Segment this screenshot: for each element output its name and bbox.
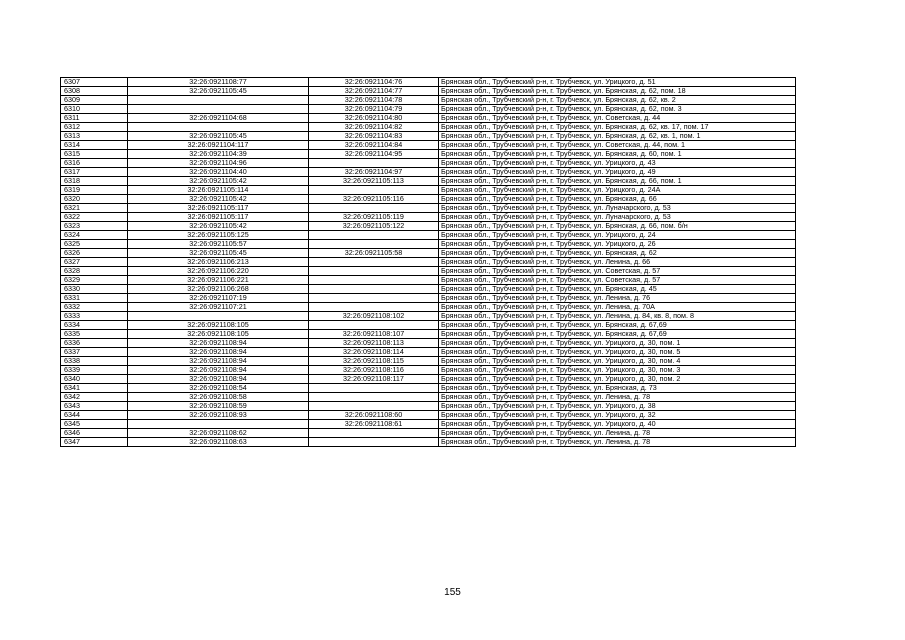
row-number-cell: 6312 xyxy=(61,123,128,132)
row-number-cell: 6317 xyxy=(61,168,128,177)
row-number-cell: 6321 xyxy=(61,204,128,213)
row-number-cell: 6336 xyxy=(61,339,128,348)
table-row xyxy=(61,204,796,213)
table-row xyxy=(61,321,796,330)
address-cell: Брянская обл., Трубчевский р-н, г. Трубчевск, ул. Урицкого, д. 43 xyxy=(439,159,796,168)
object-cadastral-number-cell: 32:26:0921108:60 xyxy=(309,411,439,420)
row-number-cell: 6320 xyxy=(61,195,128,204)
object-cadastral-number-cell xyxy=(309,285,439,294)
table-row xyxy=(61,258,796,267)
object-cadastral-number-cell xyxy=(309,231,439,240)
table-row xyxy=(61,375,796,384)
row-number-cell: 6318 xyxy=(61,177,128,186)
parcel-cadastral-number-cell: 32:26:0921108:93 xyxy=(128,411,309,420)
object-cadastral-number-cell: 32:26:0921104:82 xyxy=(309,123,439,132)
table-row xyxy=(61,132,796,141)
parcel-cadastral-number-cell: 32:26:0921108:105 xyxy=(128,330,309,339)
address-cell: Брянская обл., Трубчевский р-н, г. Трубчевск, ул. Урицкого, д. 26 xyxy=(439,240,796,249)
address-cell: Брянская обл., Трубчевский р-н, г. Трубчевск, ул. Урицкого, д. 40 xyxy=(439,420,796,429)
parcel-cadastral-number-cell: 32:26:0921105:45 xyxy=(128,87,309,96)
row-number-cell: 6342 xyxy=(61,393,128,402)
table-row xyxy=(61,141,796,150)
parcel-cadastral-number-cell: 32:26:0921104:117 xyxy=(128,141,309,150)
parcel-cadastral-number-cell xyxy=(128,420,309,429)
row-number-cell: 6343 xyxy=(61,402,128,411)
address-cell: Брянская обл., Трубчевский р-н, г. Трубчевск, ул. Ленина, д. 84, кв. 8, пом. 8 xyxy=(439,312,796,321)
table-row xyxy=(61,267,796,276)
parcel-cadastral-number-cell: 32:26:0921105:125 xyxy=(128,231,309,240)
registry-table-body xyxy=(61,78,796,447)
parcel-cadastral-number-cell: 32:26:0921104:96 xyxy=(128,159,309,168)
row-number-cell: 6308 xyxy=(61,87,128,96)
parcel-cadastral-number-cell: 32:26:0921108:105 xyxy=(128,321,309,330)
parcel-cadastral-number-cell: 32:26:0921108:94 xyxy=(128,357,309,366)
parcel-cadastral-number-cell: 32:26:0921108:63 xyxy=(128,438,309,447)
parcel-cadastral-number-cell: 32:26:0921106:268 xyxy=(128,285,309,294)
parcel-cadastral-number-cell: 32:26:0921106:213 xyxy=(128,258,309,267)
address-cell: Брянская обл., Трубчевский р-н, г. Трубчевск, ул. Советская, д. 44 xyxy=(439,114,796,123)
object-cadastral-number-cell xyxy=(309,438,439,447)
parcel-cadastral-number-cell xyxy=(128,123,309,132)
parcel-cadastral-number-cell: 32:26:0921108:94 xyxy=(128,366,309,375)
table-row xyxy=(61,96,796,105)
parcel-cadastral-number-cell: 32:26:0921108:77 xyxy=(128,78,309,87)
table-row xyxy=(61,384,796,393)
address-cell: Брянская обл., Трубчевский р-н, г. Трубчевск, ул. Брянская, д. 66 xyxy=(439,195,796,204)
parcel-cadastral-number-cell: 32:26:0921105:57 xyxy=(128,240,309,249)
row-number-cell: 6309 xyxy=(61,96,128,105)
object-cadastral-number-cell: 32:26:0921104:77 xyxy=(309,87,439,96)
parcel-cadastral-number-cell xyxy=(128,96,309,105)
address-cell: Брянская обл., Трубчевский р-н, г. Трубчевск, ул. Луначарского, д. 53 xyxy=(439,204,796,213)
row-number-cell: 6344 xyxy=(61,411,128,420)
address-cell: Брянская обл., Трубчевский р-н, г. Трубчевск, ул. Луначарского, д. 53 xyxy=(439,213,796,222)
table-row xyxy=(61,150,796,159)
object-cadastral-number-cell xyxy=(309,303,439,312)
row-number-cell: 6345 xyxy=(61,420,128,429)
parcel-cadastral-number-cell: 32:26:0921104:39 xyxy=(128,150,309,159)
parcel-cadastral-number-cell: 32:26:0921106:221 xyxy=(128,276,309,285)
row-number-cell: 6334 xyxy=(61,321,128,330)
object-cadastral-number-cell xyxy=(309,276,439,285)
table-row xyxy=(61,168,796,177)
address-cell: Брянская обл., Трубчевский р-н, г. Трубчевск, ул. Ленина, д. 70А xyxy=(439,303,796,312)
address-cell: Брянская обл., Трубчевский р-н, г. Трубчевск, ул. Урицкого, д. 30, пом. 2 xyxy=(439,375,796,384)
address-cell: Брянская обл., Трубчевский р-н, г. Трубчевск, ул. Урицкого, д. 24А xyxy=(439,186,796,195)
parcel-cadastral-number-cell: 32:26:0921105:117 xyxy=(128,213,309,222)
address-cell: Брянская обл., Трубчевский р-н, г. Трубчевск, ул. Советская, д. 57 xyxy=(439,276,796,285)
object-cadastral-number-cell: 32:26:0921108:113 xyxy=(309,339,439,348)
parcel-cadastral-number-cell: 32:26:0921108:59 xyxy=(128,402,309,411)
table-row xyxy=(61,420,796,429)
table-row xyxy=(61,195,796,204)
object-cadastral-number-cell: 32:26:0921104:76 xyxy=(309,78,439,87)
object-cadastral-number-cell: 32:26:0921104:83 xyxy=(309,132,439,141)
row-number-cell: 6331 xyxy=(61,294,128,303)
row-number-cell: 6314 xyxy=(61,141,128,150)
address-cell: Брянская обл., Трубчевский р-н, г. Трубчевск, ул. Урицкого, д. 30, пом. 3 xyxy=(439,366,796,375)
object-cadastral-number-cell: 32:26:0921108:117 xyxy=(309,375,439,384)
object-cadastral-number-cell: 32:26:0921105:122 xyxy=(309,222,439,231)
address-cell: Брянская обл., Трубчевский р-н, г. Трубчевск, ул. Брянская, д. 62, кв. 2 xyxy=(439,96,796,105)
table-row xyxy=(61,177,796,186)
table-row xyxy=(61,330,796,339)
address-cell: Брянская обл., Трубчевский р-н, г. Трубчевск, ул. Ленина, д. 76 xyxy=(439,294,796,303)
object-cadastral-number-cell: 32:26:0921105:113 xyxy=(309,177,439,186)
parcel-cadastral-number-cell xyxy=(128,105,309,114)
parcel-cadastral-number-cell: 32:26:0921108:94 xyxy=(128,375,309,384)
object-cadastral-number-cell xyxy=(309,159,439,168)
row-number-cell: 6307 xyxy=(61,78,128,87)
parcel-cadastral-number-cell: 32:26:0921106:220 xyxy=(128,267,309,276)
registry-table xyxy=(60,77,796,447)
table-row xyxy=(61,78,796,87)
address-cell: Брянская обл., Трубчевский р-н, г. Трубчевск, ул. Брянская, д. 67,69 xyxy=(439,330,796,339)
parcel-cadastral-number-cell: 32:26:0921105:117 xyxy=(128,204,309,213)
object-cadastral-number-cell xyxy=(309,240,439,249)
address-cell: Брянская обл., Трубчевский р-н, г. Трубчевск, ул. Брянская, д. 60, пом. 1 xyxy=(439,150,796,159)
address-cell: Брянская обл., Трубчевский р-н, г. Трубчевск, ул. Урицкого, д. 24 xyxy=(439,231,796,240)
address-cell: Брянская обл., Трубчевский р-н, г. Трубчевск, ул. Ленина, д. 66 xyxy=(439,258,796,267)
row-number-cell: 6327 xyxy=(61,258,128,267)
parcel-cadastral-number-cell: 32:26:0921108:94 xyxy=(128,348,309,357)
object-cadastral-number-cell xyxy=(309,384,439,393)
object-cadastral-number-cell xyxy=(309,267,439,276)
table-row xyxy=(61,339,796,348)
address-cell: Брянская обл., Трубчевский р-н, г. Трубчевск, ул. Брянская, д. 62, кв. 17, пом. 17 xyxy=(439,123,796,132)
parcel-cadastral-number-cell: 32:26:0921107:19 xyxy=(128,294,309,303)
object-cadastral-number-cell: 32:26:0921108:107 xyxy=(309,330,439,339)
parcel-cadastral-number-cell: 32:26:0921104:40 xyxy=(128,168,309,177)
row-number-cell: 6325 xyxy=(61,240,128,249)
object-cadastral-number-cell xyxy=(309,393,439,402)
table-row xyxy=(61,159,796,168)
table-row xyxy=(61,249,796,258)
object-cadastral-number-cell: 32:26:0921105:119 xyxy=(309,213,439,222)
address-cell: Брянская обл., Трубчевский р-н, г. Трубчевск, ул. Ленина, д. 78 xyxy=(439,393,796,402)
address-cell: Брянская обл., Трубчевский р-н, г. Трубчевск, ул. Брянская, д. 62 xyxy=(439,249,796,258)
table-row xyxy=(61,411,796,420)
object-cadastral-number-cell xyxy=(309,186,439,195)
row-number-cell: 6329 xyxy=(61,276,128,285)
table-row xyxy=(61,123,796,132)
address-cell: Брянская обл., Трубчевский р-н, г. Трубчевск, ул. Брянская, д. 62, пом. 18 xyxy=(439,87,796,96)
table-row xyxy=(61,348,796,357)
parcel-cadastral-number-cell: 32:26:0921105:42 xyxy=(128,222,309,231)
parcel-cadastral-number-cell: 32:26:0921104:68 xyxy=(128,114,309,123)
table-row xyxy=(61,276,796,285)
object-cadastral-number-cell: 32:26:0921108:116 xyxy=(309,366,439,375)
object-cadastral-number-cell: 32:26:0921104:79 xyxy=(309,105,439,114)
row-number-cell: 6341 xyxy=(61,384,128,393)
table-row xyxy=(61,402,796,411)
object-cadastral-number-cell: 32:26:0921108:102 xyxy=(309,312,439,321)
table-row xyxy=(61,438,796,447)
object-cadastral-number-cell xyxy=(309,429,439,438)
table-row xyxy=(61,114,796,123)
address-cell: Брянская обл., Трубчевский р-н, г. Трубчевск, ул. Брянская, д. 67,69 xyxy=(439,321,796,330)
table-row xyxy=(61,357,796,366)
object-cadastral-number-cell xyxy=(309,294,439,303)
table-row xyxy=(61,429,796,438)
object-cadastral-number-cell: 32:26:0921104:84 xyxy=(309,141,439,150)
table-row xyxy=(61,240,796,249)
object-cadastral-number-cell: 32:26:0921104:95 xyxy=(309,150,439,159)
row-number-cell: 6311 xyxy=(61,114,128,123)
address-cell: Брянская обл., Трубчевский р-н, г. Трубчевск, ул. Советская, д. 44, пом. 1 xyxy=(439,141,796,150)
object-cadastral-number-cell xyxy=(309,402,439,411)
row-number-cell: 6310 xyxy=(61,105,128,114)
table-row xyxy=(61,186,796,195)
parcel-cadastral-number-cell: 32:26:0921107:21 xyxy=(128,303,309,312)
address-cell: Брянская обл., Трубчевский р-н, г. Трубчевск, ул. Ленина, д. 78 xyxy=(439,438,796,447)
address-cell: Брянская обл., Трубчевский р-н, г. Трубчевск, ул. Брянская, д. 45 xyxy=(439,285,796,294)
address-cell: Брянская обл., Трубчевский р-н, г. Трубчевск, ул. Урицкого, д. 30, пом. 5 xyxy=(439,348,796,357)
object-cadastral-number-cell: 32:26:0921104:97 xyxy=(309,168,439,177)
address-cell: Брянская обл., Трубчевский р-н, г. Трубчевск, ул. Урицкого, д. 30, пом. 4 xyxy=(439,357,796,366)
row-number-cell: 6315 xyxy=(61,150,128,159)
address-cell: Брянская обл., Трубчевский р-н, г. Трубчевск, ул. Брянская, д. 66, пом. 1 xyxy=(439,177,796,186)
address-cell: Брянская обл., Трубчевский р-н, г. Трубчевск, ул. Урицкого, д. 38 xyxy=(439,402,796,411)
parcel-cadastral-number-cell: 32:26:0921108:54 xyxy=(128,384,309,393)
row-number-cell: 6335 xyxy=(61,330,128,339)
row-number-cell: 6323 xyxy=(61,222,128,231)
object-cadastral-number-cell: 32:26:0921104:80 xyxy=(309,114,439,123)
object-cadastral-number-cell: 32:26:0921105:116 xyxy=(309,195,439,204)
address-cell: Брянская обл., Трубчевский р-н, г. Трубчевск, ул. Советская, д. 57 xyxy=(439,267,796,276)
table-row xyxy=(61,285,796,294)
address-cell: Брянская обл., Трубчевский р-н, г. Трубчевск, ул. Брянская, д. 62, кв. 1, пом. 1 xyxy=(439,132,796,141)
object-cadastral-number-cell: 32:26:0921105:58 xyxy=(309,249,439,258)
address-cell: Брянская обл., Трубчевский р-н, г. Трубчевск, ул. Урицкого, д. 51 xyxy=(439,78,796,87)
object-cadastral-number-cell: 32:26:0921108:61 xyxy=(309,420,439,429)
parcel-cadastral-number-cell: 32:26:0921108:62 xyxy=(128,429,309,438)
row-number-cell: 6339 xyxy=(61,366,128,375)
row-number-cell: 6313 xyxy=(61,132,128,141)
parcel-cadastral-number-cell: 32:26:0921105:42 xyxy=(128,195,309,204)
table-row xyxy=(61,366,796,375)
table-row xyxy=(61,222,796,231)
address-cell: Брянская обл., Трубчевский р-н, г. Трубчевск, ул. Ленина, д. 78 xyxy=(439,429,796,438)
parcel-cadastral-number-cell: 32:26:0921108:58 xyxy=(128,393,309,402)
row-number-cell: 6333 xyxy=(61,312,128,321)
row-number-cell: 6316 xyxy=(61,159,128,168)
object-cadastral-number-cell: 32:26:0921108:115 xyxy=(309,357,439,366)
parcel-cadastral-number-cell: 32:26:0921105:114 xyxy=(128,186,309,195)
table-row xyxy=(61,312,796,321)
address-cell: Брянская обл., Трубчевский р-н, г. Трубчевск, ул. Урицкого, д. 32 xyxy=(439,411,796,420)
address-cell: Брянская обл., Трубчевский р-н, г. Трубчевск, ул. Урицкого, д. 30, пом. 1 xyxy=(439,339,796,348)
object-cadastral-number-cell: 32:26:0921108:114 xyxy=(309,348,439,357)
address-cell: Брянская обл., Трубчевский р-н, г. Трубчевск, ул. Брянская, д. 73 xyxy=(439,384,796,393)
row-number-cell: 6340 xyxy=(61,375,128,384)
parcel-cadastral-number-cell: 32:26:0921105:42 xyxy=(128,177,309,186)
table-row xyxy=(61,213,796,222)
row-number-cell: 6346 xyxy=(61,429,128,438)
address-cell: Брянская обл., Трубчевский р-н, г. Трубчевск, ул. Брянская, д. 62, пом. 3 xyxy=(439,105,796,114)
table-row xyxy=(61,231,796,240)
row-number-cell: 6319 xyxy=(61,186,128,195)
table-row xyxy=(61,294,796,303)
table-row xyxy=(61,105,796,114)
row-number-cell: 6324 xyxy=(61,231,128,240)
table-row xyxy=(61,393,796,402)
row-number-cell: 6338 xyxy=(61,357,128,366)
row-number-cell: 6332 xyxy=(61,303,128,312)
object-cadastral-number-cell: 32:26:0921104:78 xyxy=(309,96,439,105)
address-cell: Брянская обл., Трубчевский р-н, г. Трубчевск, ул. Брянская, д. 66, пом. б/н xyxy=(439,222,796,231)
row-number-cell: 6328 xyxy=(61,267,128,276)
parcel-cadastral-number-cell: 32:26:0921105:45 xyxy=(128,132,309,141)
parcel-cadastral-number-cell xyxy=(128,312,309,321)
table-row xyxy=(61,303,796,312)
parcel-cadastral-number-cell: 32:26:0921105:45 xyxy=(128,249,309,258)
parcel-cadastral-number-cell: 32:26:0921108:94 xyxy=(128,339,309,348)
object-cadastral-number-cell xyxy=(309,258,439,267)
row-number-cell: 6330 xyxy=(61,285,128,294)
row-number-cell: 6347 xyxy=(61,438,128,447)
row-number-cell: 6337 xyxy=(61,348,128,357)
page-number: 155 xyxy=(444,587,461,598)
row-number-cell: 6322 xyxy=(61,213,128,222)
row-number-cell: 6326 xyxy=(61,249,128,258)
address-cell: Брянская обл., Трубчевский р-н, г. Трубчевск, ул. Урицкого, д. 49 xyxy=(439,168,796,177)
table-row xyxy=(61,87,796,96)
object-cadastral-number-cell xyxy=(309,204,439,213)
object-cadastral-number-cell xyxy=(309,321,439,330)
